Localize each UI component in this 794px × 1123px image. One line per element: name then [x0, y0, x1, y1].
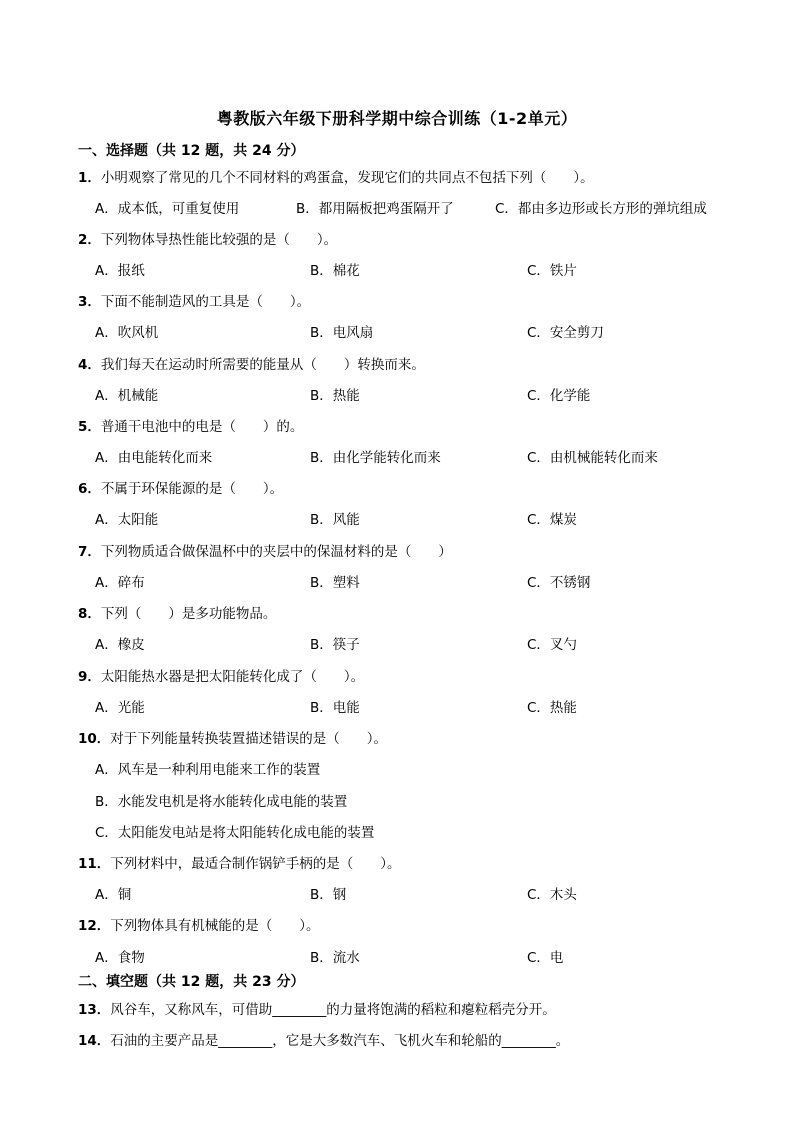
- question-6-options: [95, 508, 775, 528]
- option-a: A．风车是一种利用电能来工作的装置: [95, 762, 321, 778]
- option-c: C．都由多边形或长方形的弹坑组成: [495, 201, 707, 217]
- option-c: C．不锈钢: [527, 575, 591, 591]
- option-a: A．报纸: [95, 263, 145, 279]
- question-text: 小明观察了常见的几个不同材料的鸡蛋盒，发现它们的共同点不包括下列（ ）。: [100, 170, 594, 186]
- question-number: 3．: [78, 294, 101, 310]
- option-c: C．煤炭: [527, 512, 577, 528]
- question-text: 下列物体导热性能比较强的是（ ）。: [100, 232, 338, 248]
- option-c: C．化学能: [527, 388, 591, 404]
- question-number: 7．: [78, 544, 101, 560]
- question-number: 8．: [78, 606, 101, 622]
- question-text: 石油的主要产品是________，它是大多数汽车、飞机火车和轮船的________。: [110, 1033, 570, 1049]
- option-a: A．橡皮: [95, 637, 145, 653]
- question-number: 10．: [78, 731, 111, 747]
- question-6: [78, 477, 283, 497]
- option-c: C．太阳能发电站是将太阳能转化成电能的装置: [95, 825, 375, 841]
- option-a: A．由电能转化而来: [95, 450, 213, 466]
- question-number: 12．: [78, 918, 111, 934]
- option-b: B．由化学能转化而来: [310, 450, 441, 466]
- question-10: [78, 727, 387, 747]
- option-b: B．都用隔板把鸡蛋隔开了: [296, 201, 454, 217]
- question-number: 13．: [78, 1002, 111, 1018]
- question-4: [78, 353, 425, 373]
- option-b: B．电能: [310, 700, 360, 716]
- question-4-options: [95, 384, 775, 404]
- question-number: 11．: [78, 856, 111, 872]
- question-5-options: [95, 446, 775, 466]
- question-13: [78, 998, 556, 1018]
- question-11-options: [95, 883, 775, 903]
- question-number: 5．: [78, 419, 101, 435]
- question-7: [78, 540, 452, 560]
- question-12-options: [95, 946, 775, 966]
- option-a: A．碎布: [95, 575, 145, 591]
- question-3: [78, 290, 310, 310]
- question-text: 太阳能热水器是把太阳能转化成了（ ）。: [100, 669, 365, 685]
- question-8: [78, 602, 276, 622]
- option-a: A．铜: [95, 887, 132, 903]
- option-b: B．钢: [310, 887, 347, 903]
- question-number: 2．: [78, 232, 101, 248]
- question-7-options: [95, 571, 775, 591]
- question-number: 6．: [78, 481, 101, 497]
- section-heading-fill-in: 二、填空题（共 12 题，共 23 分）: [78, 974, 305, 990]
- question-5: [78, 415, 303, 435]
- option-a: A．食物: [95, 950, 145, 966]
- option-b: B．水能发电机是将水能转化成电能的装置: [95, 794, 348, 810]
- option-a: A．光能: [95, 700, 145, 716]
- question-2: [78, 228, 337, 248]
- question-text: 下面不能制造风的工具是（ ）。: [100, 294, 311, 310]
- question-1: [78, 166, 594, 186]
- option-c: C．叉勺: [527, 637, 577, 653]
- question-number: 14．: [78, 1033, 111, 1049]
- page-title: 粤教版六年级下册科学期中综合训练（1-2单元）: [216, 109, 578, 128]
- option-c: C．热能: [527, 700, 577, 716]
- option-c: C．电: [527, 950, 564, 966]
- option-b: B．热能: [310, 388, 360, 404]
- option-b: B．流水: [310, 950, 360, 966]
- question-text: 对于下列能量转换装置描述错误的是（ ）。: [110, 731, 388, 747]
- question-text: 风谷车，又称风车，可借助________的力量将饱满的稻粒和瘪粒稻壳分开。: [110, 1002, 556, 1018]
- option-b: B．棉花: [310, 263, 360, 279]
- option-b: B．塑料: [310, 575, 360, 591]
- option-b: B．筷子: [310, 637, 360, 653]
- question-text: 不属于环保能源的是（ ）。: [100, 481, 284, 497]
- question-8-options: [95, 633, 775, 653]
- question-12: [78, 914, 320, 934]
- option-b: B．风能: [310, 512, 360, 528]
- question-text: 下列（ ）是多功能物品。: [100, 606, 277, 622]
- option-a: A．吹风机: [95, 325, 159, 341]
- question-number: 1．: [78, 170, 101, 186]
- question-text: 普通干电池中的电是（ ）的。: [100, 419, 304, 435]
- option-c: C．铁片: [527, 263, 577, 279]
- option-a: A．成本低，可重复使用: [95, 201, 240, 217]
- question-1-options: [95, 197, 775, 217]
- question-text: 下列物质适合做保温杯中的夹层中的保温材料的是（ ）: [100, 544, 452, 560]
- question-9-options: [95, 696, 775, 716]
- question-14: [78, 1029, 569, 1049]
- question-11: [78, 852, 401, 872]
- option-a: A．机械能: [95, 388, 159, 404]
- question-text: 我们每天在运动时所需要的能量从（ ）转换而来。: [100, 357, 425, 373]
- question-number: 4．: [78, 357, 101, 373]
- option-c: C．安全剪刀: [527, 325, 604, 341]
- question-number: 9．: [78, 669, 101, 685]
- option-c: C．木头: [527, 887, 577, 903]
- question-text: 下列物体具有机械能的是（ ）。: [110, 918, 320, 934]
- question-2-options: [95, 259, 775, 279]
- question-9: [78, 665, 364, 685]
- question-3-options: [95, 321, 775, 341]
- option-a: A．太阳能: [95, 512, 159, 528]
- section-heading-choice: 一、选择题（共 12 题，共 24 分）: [78, 143, 305, 159]
- option-b: B．电风扇: [310, 325, 374, 341]
- question-text: 下列材料中，最适合制作锅铲手柄的是（ ）。: [110, 856, 401, 872]
- option-c: C．由机械能转化而来: [527, 450, 658, 466]
